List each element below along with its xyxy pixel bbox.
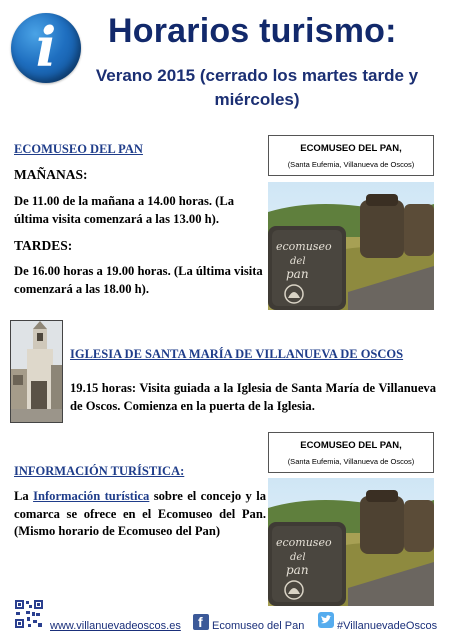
page-title: Horarios turismo: [108, 12, 397, 50]
info-logo [11, 13, 81, 83]
callout-title: ECOMUSEO DEL PAN, [300, 440, 402, 451]
iglesia-photo [10, 320, 63, 423]
sign-text: pan [286, 267, 309, 281]
callout-subtitle: (Santa Eufemia, Villanueva de Oscos) [287, 160, 415, 169]
website-link[interactable]: www.villanuevadeoscos.es [50, 620, 181, 632]
ecomuseo-photo-2 [268, 478, 434, 606]
info-callout [268, 432, 434, 473]
info-text-after: sobre el concejo y la comarca se ofrece en el Ecomuseo del Pan. (Mismo horario de Ecomuseo del Pan) [14, 489, 266, 538]
page-subtitle: Verano 2015 (cerrado los martes tarde y miércoles) [95, 66, 419, 109]
ecomuseo-heading: ECOMUSEO DEL PAN [14, 142, 143, 156]
iglesia-heading: IGLESIA DE SANTA MARÍA DE VILLANUEVA DE OSCOS [70, 347, 404, 361]
twitter-icon [318, 612, 334, 628]
info-heading: INFORMACIÓN TURÍSTICA: [14, 464, 185, 478]
facebook-icon: f [193, 614, 209, 630]
sign-text: del [290, 552, 306, 563]
morning-hours: De 11.00 de la mañana a 14.00 horas. (La última visita comenzará a las 13.00 h). [14, 194, 235, 226]
info-icon: i [35, 15, 57, 79]
twitter-link[interactable]: #VillanuevadeOscos [337, 620, 438, 632]
callout-title: ECOMUSEO DEL PAN, [300, 143, 402, 154]
sign-text: ecomuseo [276, 536, 332, 549]
qr-code-icon [14, 599, 44, 629]
sign-text: ecomuseo [276, 240, 332, 253]
afternoon-label: TARDES: [14, 238, 73, 253]
morning-label: MAÑANAS: [14, 167, 88, 182]
afternoon-hours: De 16.00 horas a 19.00 horas. (La última visita comenzará a las 18.00 h). [14, 264, 263, 296]
sign-text: del [290, 256, 306, 267]
facebook-link[interactable]: Ecomuseo del Pan [212, 620, 305, 632]
callout-subtitle: (Santa Eufemia, Villanueva de Oscos) [287, 457, 415, 466]
ecomuseo-photo [268, 182, 434, 310]
info-link[interactable]: Información turística [33, 489, 150, 503]
info-text [14, 488, 266, 541]
sign-text: pan [286, 563, 309, 577]
info-text-before: La [14, 489, 34, 503]
ecomuseo-callout [268, 135, 434, 176]
iglesia-text: 19.15 horas: Visita guiada a la Iglesia de Santa María de Villanueva de Oscos. Comienza en la puerta de la Iglesia. [70, 381, 436, 413]
